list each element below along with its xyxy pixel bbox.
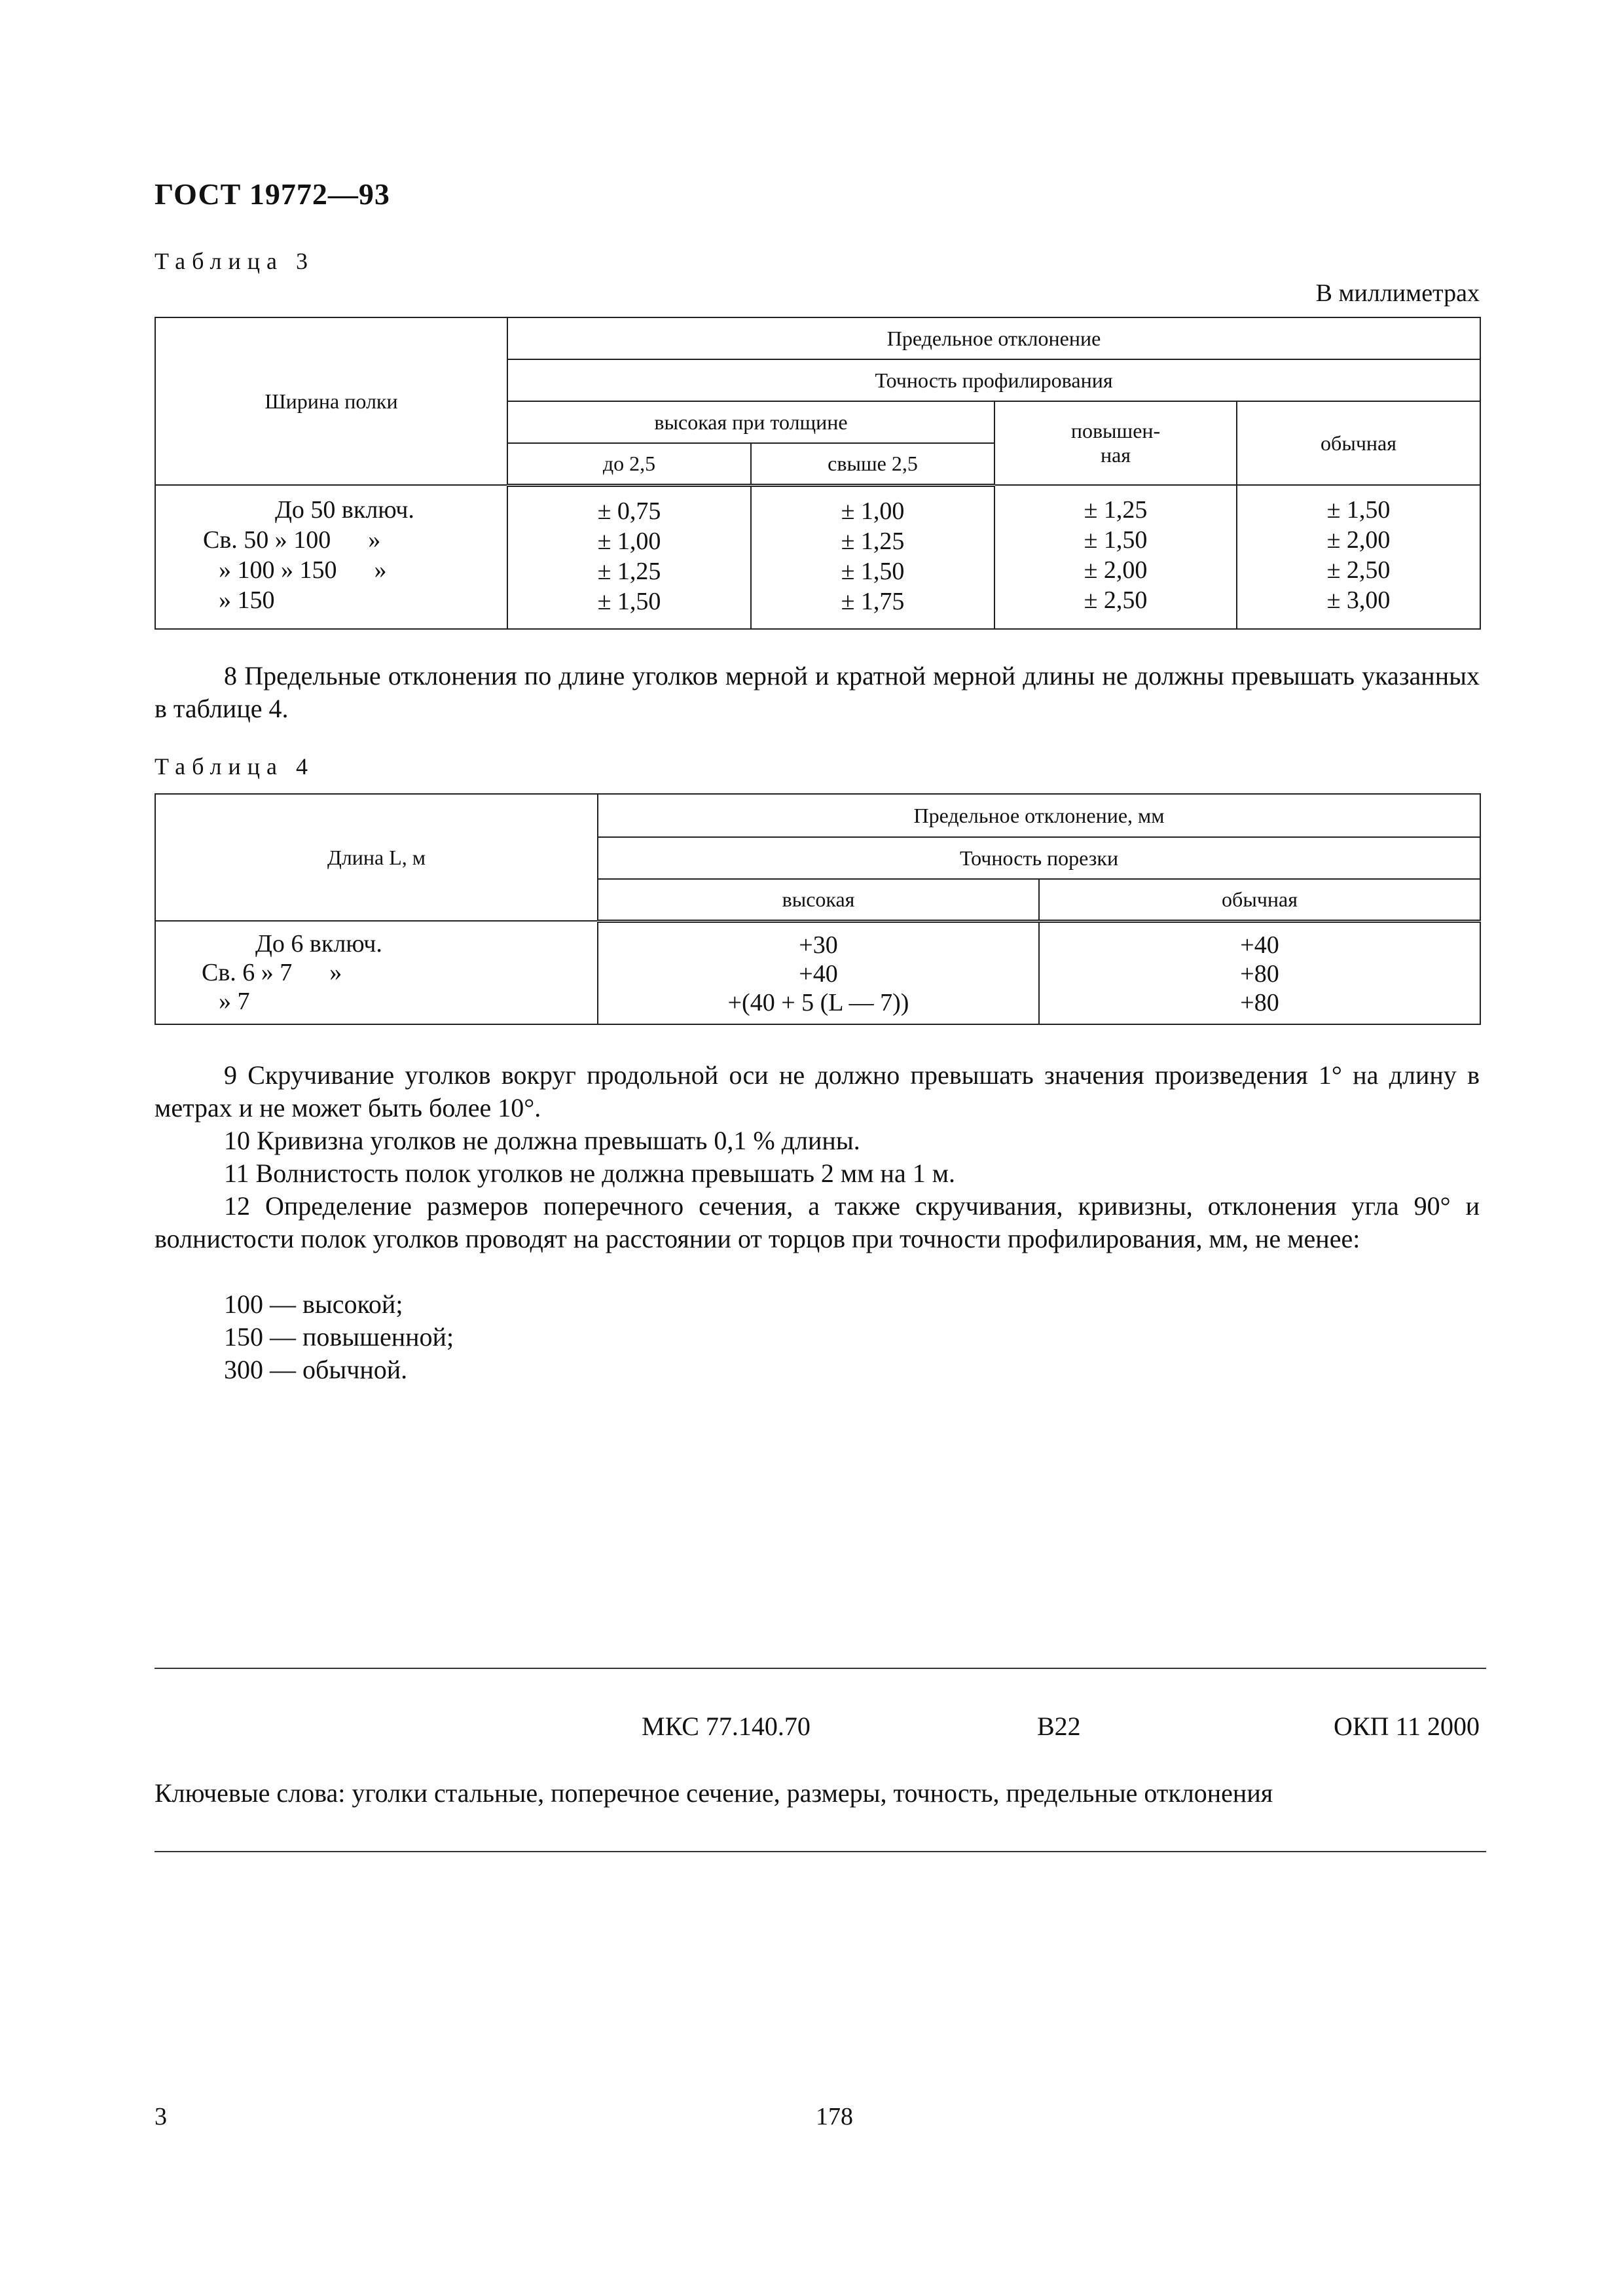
header-normal: обычная [1237, 401, 1480, 485]
table-cell: ± 2,50 [1084, 586, 1148, 614]
table-cell: +30 [799, 931, 838, 959]
table-cell: ± 1,75 [841, 587, 905, 615]
header-length: Длина L, м [155, 794, 598, 921]
list-item: 300 — обычной. [224, 1355, 408, 1384]
header-cut-accuracy: Точность порезки [598, 837, 1480, 879]
document-title: ГОСТ 19772—93 [155, 177, 390, 211]
table-cell: ± 1,00 [841, 497, 905, 525]
table-cell: ± 1,50 [841, 557, 905, 585]
table4-caption: Таблица 4 [155, 753, 314, 780]
page-number-left: 3 [155, 2103, 167, 2130]
table-row: Св. 6 » 7 » [202, 959, 342, 986]
keywords: Ключевые слова: уголки стальные, поперечное сечение, размеры, точность, предельные отклонения [155, 1778, 1273, 1808]
list-item: 150 — повышенной; [224, 1322, 454, 1352]
table-cell: ± 2,00 [1084, 556, 1148, 584]
list-item: 100 — высокой; [224, 1289, 403, 1319]
table3-high-gt-column [751, 485, 994, 629]
header-limit-deviation-mm: Предельное отклонение, мм [598, 794, 1480, 837]
table-cell: ± 1,25 [1084, 496, 1148, 524]
header-shelf-width: Ширина полки [155, 317, 507, 485]
table3-normal-column [1237, 485, 1480, 629]
header-up-to-2-5: до 2,5 [507, 443, 751, 485]
table4 [155, 793, 1481, 1025]
okp-code: ОКП 11 2000 [1334, 1712, 1480, 1741]
table3-caption: Таблица 3 [155, 248, 314, 274]
header-normal: обычная [1039, 879, 1480, 921]
header-limit-deviation: Предельное отклонение [507, 317, 1480, 359]
table-cell: +80 [1240, 960, 1279, 988]
clause-9: 9 Скручивание уголков вокруг продольной оси не должно превышать значения произведения 1° на длину в метрах и не может быть более 10°. [155, 1060, 1480, 1122]
footer-bottom-rule [155, 1851, 1486, 1852]
footer-top-rule [155, 1668, 1486, 1669]
table-cell: ± 1,50 [1084, 526, 1148, 554]
table-cell: +40 [1240, 931, 1279, 959]
table3-width-column [155, 485, 507, 629]
clause-11: 11 Волнистость полок уголков не должна превышать 2 мм на 1 м. [224, 1158, 956, 1188]
clause-10: 10 Кривизна уголков не должна превышать 0,1 % длины. [224, 1126, 860, 1155]
page-number-center: 178 [816, 2103, 853, 2130]
table3-high-le-column [507, 485, 751, 629]
table-row: » 150 [219, 586, 275, 614]
header-increased: повышен- ная [994, 401, 1237, 485]
table-cell: ± 1,25 [597, 557, 661, 585]
table4-high-column [598, 921, 1039, 1024]
mks-code: МКС 77.140.70 [642, 1712, 811, 1741]
table-cell: ± 1,50 [597, 587, 661, 615]
table-cell: +(40 + 5 (L — 7)) [727, 988, 909, 1016]
table-cell: +80 [1240, 988, 1279, 1016]
table3-units: В миллиметрах [1315, 279, 1480, 307]
clause-12: 12 Определение размеров поперечного сечения, а также скручивания, кривизны, отклонения угла 90° и волнистости полок уголков проводят на расстоянии от торцов при точности профилирования, мм, не менее: [155, 1191, 1480, 1253]
table-cell: ± 2,50 [1326, 556, 1391, 584]
table-cell: +40 [799, 960, 838, 988]
clause-8: 8 Предельные отклонения по длине уголков мерной и кратной мерной длины не должны превышать указанных в таблице 4. [155, 661, 1480, 723]
table-row: » 100 » 150 » [219, 556, 387, 584]
table4-length-column [155, 921, 598, 1024]
header-over-2-5: свыше 2,5 [751, 443, 994, 485]
table3-increased-column [994, 485, 1237, 629]
table-cell: ± 0,75 [597, 497, 661, 525]
table-row: До 50 включ. [275, 496, 414, 524]
table-row: До 6 включ. [255, 930, 382, 958]
table-cell: ± 1,50 [1326, 496, 1391, 524]
header-high-at-thickness: высокая при толщине [507, 401, 994, 443]
table-cell: ± 1,25 [841, 527, 905, 555]
table4-normal-column [1039, 921, 1480, 1024]
table-cell: ± 2,00 [1326, 526, 1391, 554]
table-row: » 7 [219, 988, 250, 1015]
classification-code: B22 [1037, 1712, 1081, 1741]
header-high: высокая [598, 879, 1039, 921]
table3 [155, 317, 1481, 630]
table-cell: ± 1,00 [597, 527, 661, 555]
table-row: Св. 50 » 100 » [203, 526, 381, 554]
table-cell: ± 3,00 [1326, 586, 1391, 614]
header-profiling-accuracy: Точность профилирования [507, 359, 1480, 401]
